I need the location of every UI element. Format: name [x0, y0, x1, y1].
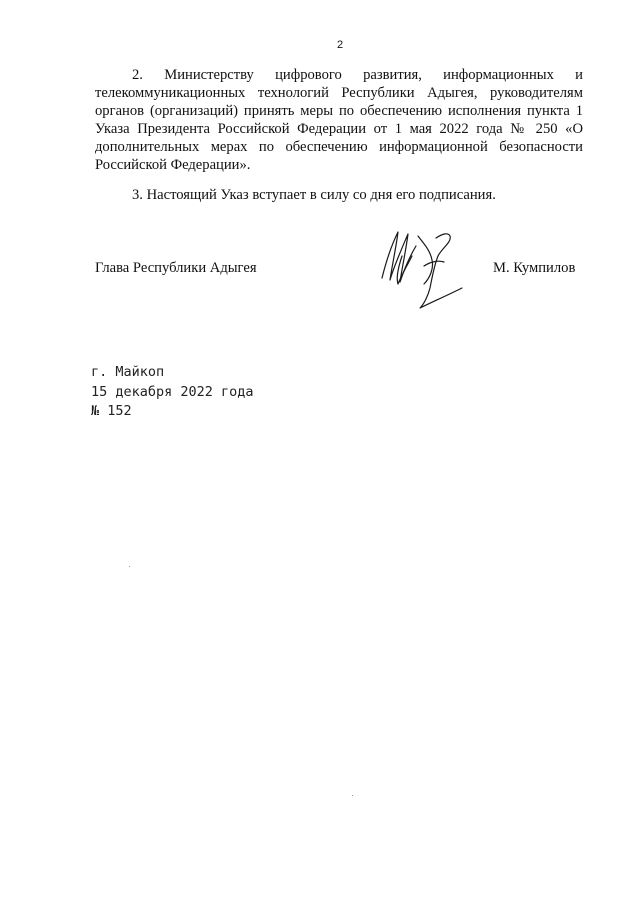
signatory-position: Глава Республики Адыгея [95, 260, 257, 276]
issuance-number: № 152 [91, 403, 132, 419]
page-number: 2 [336, 39, 344, 51]
issuance-details [91, 363, 254, 422]
paragraph-entry-into-force: 3. Настоящий Указ вступает в силу со дня его подписания. [132, 187, 496, 203]
scan-speck [129, 566, 130, 567]
issuance-date: 15 декабря 2022 года [91, 383, 254, 400]
paragraph-ministry-measures: 2. Министерству цифрового развития, информационных и телекоммуникационных технологий Республики Адыгея, руководителям органов (организаций) принять меры по обеспечению исполнения пункта 1 Указа Президента Российской Федерации от 1 мая 2022 года № 250 «О дополнительных мерах по обеспечению информационной безопасности Российской Федерации». [95, 67, 583, 173]
signatory-name: М. Кумпилов [493, 260, 576, 276]
scan-speck [352, 795, 353, 796]
issuance-city: г. Майкоп [91, 364, 165, 380]
handwritten-signature [372, 226, 472, 316]
